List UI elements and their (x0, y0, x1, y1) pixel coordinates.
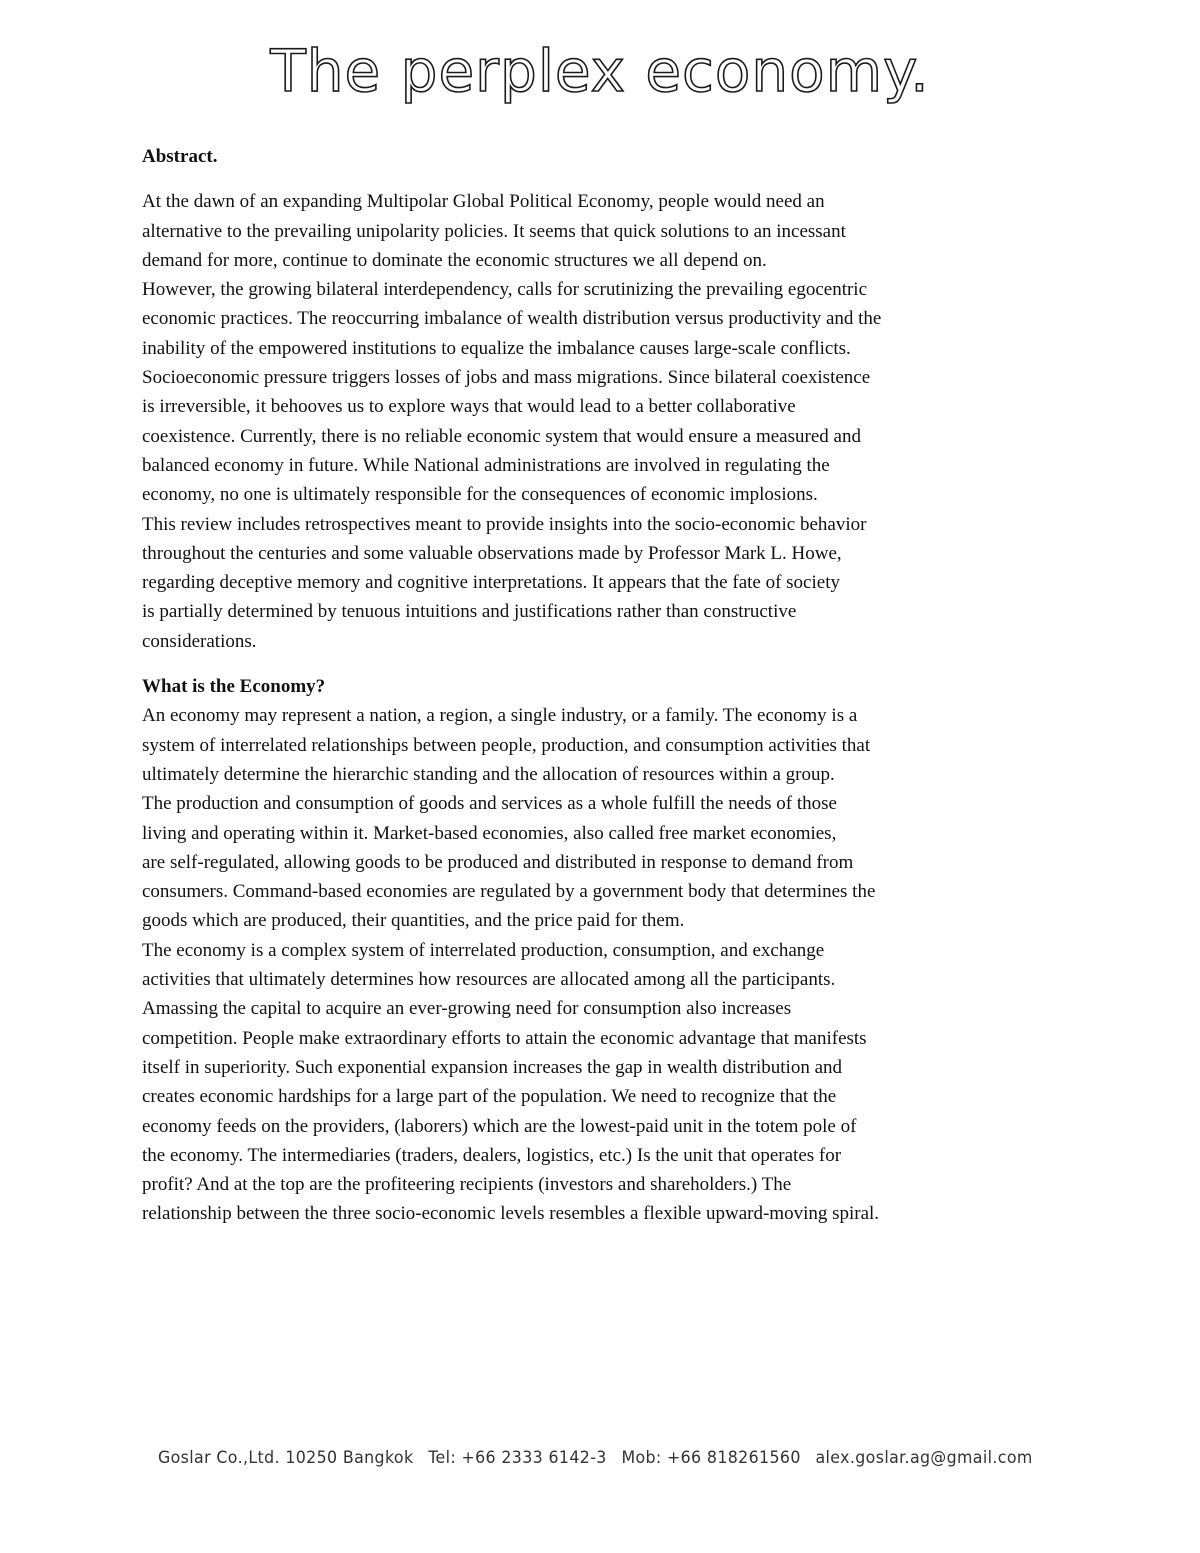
text-line: is partially determined by tenuous intuitions and justifications rather than constructive (142, 601, 797, 623)
text-line: profit? And at the top are the profiteering recipients (investors and shareholders.) The (142, 1174, 792, 1196)
text-line: inability of the empowered institutions to equalize the imbalance causes large-scale conflicts. (142, 337, 851, 359)
footer-tel: Tel: +66 2333 6142-3 (428, 1448, 607, 1468)
text-line: creates economic hardships for a large part of the population. We need to recognize that the (142, 1086, 837, 1108)
text-line: economic practices. The reoccurring imbalance of wealth distribution versus productivity and the (142, 308, 882, 330)
text-line: competition. People make extraordinary efforts to attain the economic advantage that manifests (142, 1027, 867, 1049)
text-line: activities that ultimately determines how resources are allocated among all the participants. (142, 969, 836, 991)
text-line: This review includes retrospectives meant to provide insights into the socio-economic behavior (142, 513, 867, 535)
text-line: considerations. (142, 630, 257, 652)
economy-section-heading: What is the Economy? (142, 676, 326, 698)
text-line: consumers. Command-based economies are regulated by a government body that determines the (142, 881, 876, 903)
text-line: throughout the centuries and some valuable observations made by Professor Mark L. Howe, (142, 542, 842, 564)
text-line: coexistence. Currently, there is no reliable economic system that would ensure a measured and (142, 425, 861, 447)
text-line: system of interrelated relationships between people, production, and consumption activities that (142, 734, 871, 756)
text-line: are self-regulated, allowing goods to be produced and distributed in response to demand from (142, 851, 854, 873)
footer-company: Goslar Co.,Ltd. 10250 Bangkok (158, 1448, 414, 1468)
page-title: The perplex economy. (270, 37, 930, 105)
text-line: balanced economy in future. While National administrations are involved in regulating the (142, 454, 830, 476)
text-line: alternative to the prevailing unipolarity policies. It seems that quick solutions to an incessant (142, 220, 846, 242)
text-line: At the dawn of an expanding Multipolar Global Political Economy, people would need an (142, 191, 825, 213)
footer-email: alex.goslar.ag@gmail.com (815, 1448, 1033, 1468)
text-line: the economy. The intermediaries (traders, dealers, logistics, etc.) Is the unit that operates for (142, 1144, 842, 1166)
text-line: relationship between the three socio-economic levels resembles a flexible upward-moving spiral. (142, 1203, 880, 1225)
text-line: The economy is a complex system of interrelated production, consumption, and exchange (142, 939, 825, 961)
abstract-paragraph (142, 187, 1072, 656)
footer-contact (42, 1448, 1158, 1468)
document-body (142, 142, 1072, 1229)
economy-section-paragraph (142, 701, 1072, 1228)
footer-mob: Mob: +66 818261560 (621, 1448, 801, 1468)
text-line: Socioeconomic pressure triggers losses of jobs and mass migrations. Since bilateral coexistence (142, 367, 871, 389)
text-line: regarding deceptive memory and cognitive interpretations. It appears that the fate of society (142, 572, 840, 594)
text-line: An economy may represent a nation, a region, a single industry, or a family. The economy is a (142, 705, 858, 727)
abstract-heading: Abstract. (142, 146, 218, 167)
text-line: demand for more, continue to dominate the economic structures we all depend on. (142, 249, 767, 271)
text-line: living and operating within it. Market-based economies, also called free market economies, (142, 822, 837, 844)
text-line: Amassing the capital to acquire an ever-growing need for consumption also increases (142, 998, 792, 1020)
text-line: However, the growing bilateral interdependency, calls for scrutinizing the prevailing egocentric (142, 279, 868, 301)
text-line: ultimately determine the hierarchic standing and the allocation of resources within a group. (142, 763, 835, 785)
text-line: is irreversible, it behooves us to explore ways that would lead to a better collaborative (142, 396, 796, 418)
text-line: economy feeds on the providers, (laborers) which are the lowest-paid unit in the totem pole of (142, 1115, 857, 1137)
text-line: The production and consumption of goods and services as a whole fulfill the needs of those (142, 793, 837, 815)
text-line: itself in superiority. Such exponential expansion increases the gap in wealth distribution and (142, 1056, 843, 1078)
text-line: economy, no one is ultimately responsible for the consequences of economic implosions. (142, 484, 818, 506)
text-line: goods which are produced, their quantities, and the price paid for them. (142, 910, 685, 932)
